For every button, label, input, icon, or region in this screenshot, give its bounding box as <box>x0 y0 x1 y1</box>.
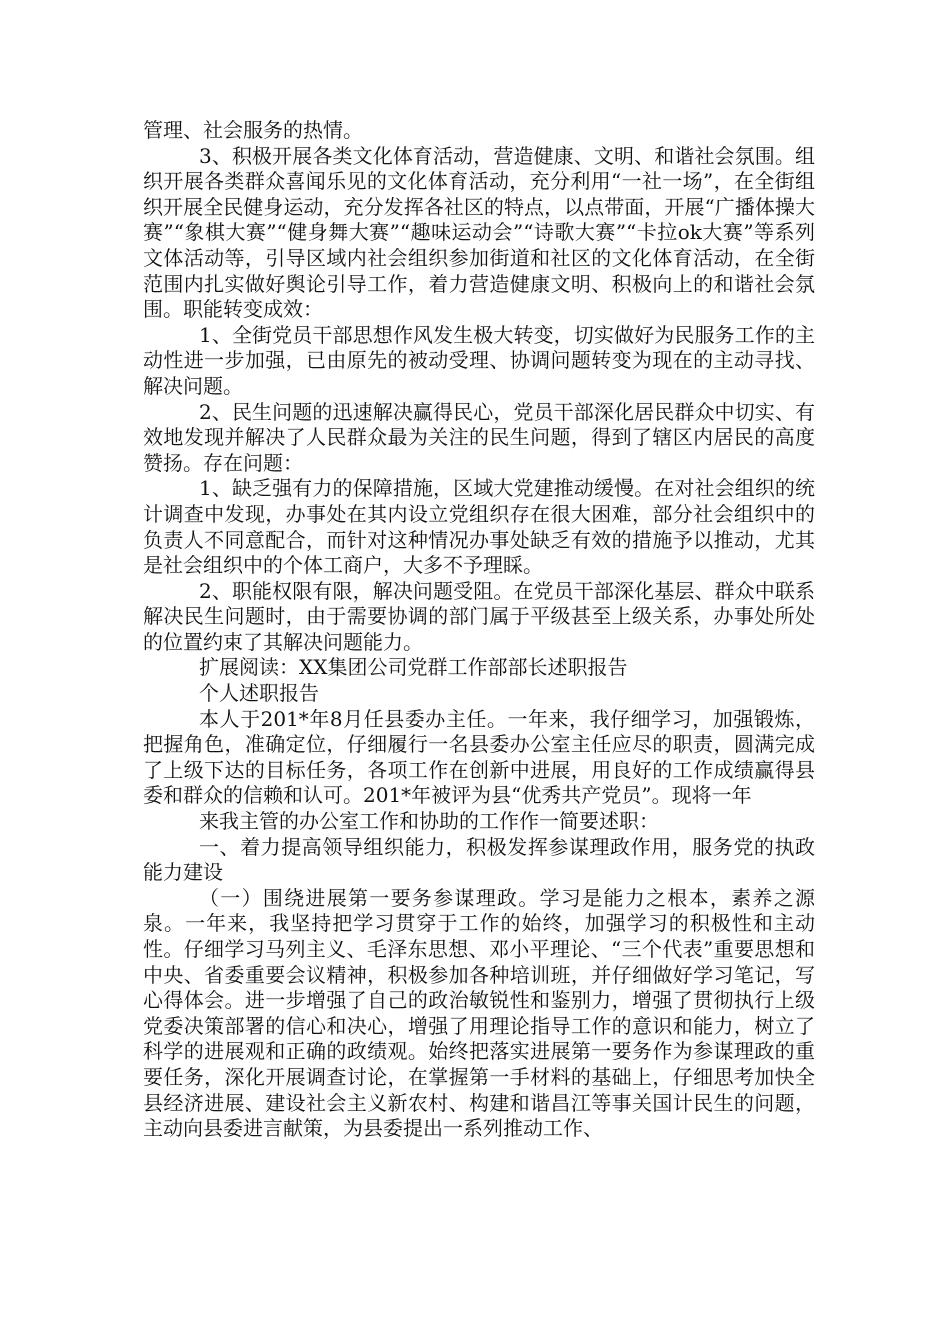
paragraph-result-2: 2、民生问题的迅速解决赢得民心，党员干部深化居民群众中切实、有效地发现并解决了人民群众最为关注的民生问题，得到了辖区内居民的高度赞扬。存在问题： <box>143 399 815 475</box>
report-title: 个人述职报告 <box>199 681 319 706</box>
paragraph-result-1: 1、全街党员干部思想作风发生极大转变，切实做好为民服务工作的主动性进一步加强，已由原先的被动受理、协调问题转变为现在的主动寻找、解决问题。 <box>143 322 815 398</box>
document-page <box>143 118 815 1142</box>
paragraph-culture-sports: 3、积极开展各类文化体育活动，营造健康、文明、和谐社会氛围。组织开展各类群众喜闻乐见的文化体育活动，充分利用“一社一场”，在全街组织开展全民健身运动，充分发挥各社区的特点，以点带面，开展“广播体操大赛”“象棋大赛”“健身舞大赛”“趣味运动会”“诗歌大赛”“卡拉ok大赛”等系列文体活动等，引导区域内社会组织参加街道和社区的文化体育活动，在全街范围内扎实做好舆论引导工作，着力营造健康文明、积极向上的和谐社会氛围。职能转变成效： <box>143 143 815 322</box>
paragraph-continuation: 管理、社会服务的热情。 <box>143 118 363 142</box>
paragraph-problem-2: 2、职能权限有限，解决问题受阻。在党员干部深化基层、群众中联系解决民生问题时，由于需要协调的部门属于平级甚至上级关系，办事处所处的位置约束了其解决问题能力。 <box>143 578 815 654</box>
paragraph-intro: 本人于201*年8月任县委办主任。一年来，我仔细学习，加强锻炼，把握角色，准确定位，仔细履行一名县委办公室主任应尽的职责，圆满完成了上级下达的目标任务，各项工作在创新中进展，用良好的工作成绩赢得县委和群众的信赖和认可。201*年被评为县“优秀共产党员”。现将一年 <box>143 706 815 808</box>
paragraph-section-1-1: （一）围绕进展第一要务参谋理政。学习是能力之根本，素养之源泉。一年来，我坚持把学习贯穿于工作的始终，加强学习的积极性和主动性。仔细学习马列主义、毛泽东思想、邓小平理论、“三个代表”重要思想和中央、省委重要会议精神，积极参加各种培训班，并仔细做好学习笔记，写心得体会。进一步增强了自己的政治敏锐性和鉴别力，增强了贯彻执行上级党委决策部署的信心和决心，增强了用理论指导工作的意识和能力，树立了科学的进展观和正确的政绩观。始终把落实进展第一要务作为参谋理政的重要任务，深化开展调查讨论，在掌握第一手材料的基础上，仔细思考加快全县经济进展、建设社会主义新农村、构建和谐昌江等事关国计民生的问题，主动向县委进言献策，为县委提出一系列推动工作、 <box>143 885 815 1141</box>
paragraph-problem-1: 1、缺乏强有力的保障措施，区域大党建推动缓慢。在对社会组织的统计调查中发现，办事处在其内设立党组织存在很大困难，部分社会组织中的负责人不同意配合，而针对这种情况办事处缺乏有效的措施予以推动，尤其是社会组织中的个体工商户，大多不予理睬。 <box>143 476 815 578</box>
extended-reading-heading: 扩展阅读：XX集团公司党群工作部部长述职报告 <box>199 655 628 680</box>
paragraph-intro-cont: 来我主管的办公室工作和协助的工作作一简要述职： <box>199 809 659 834</box>
section-heading-1: 一、着力提高领导组织能力，积极发挥参谋理政作用，服务党的执政能力建设 <box>143 834 815 885</box>
